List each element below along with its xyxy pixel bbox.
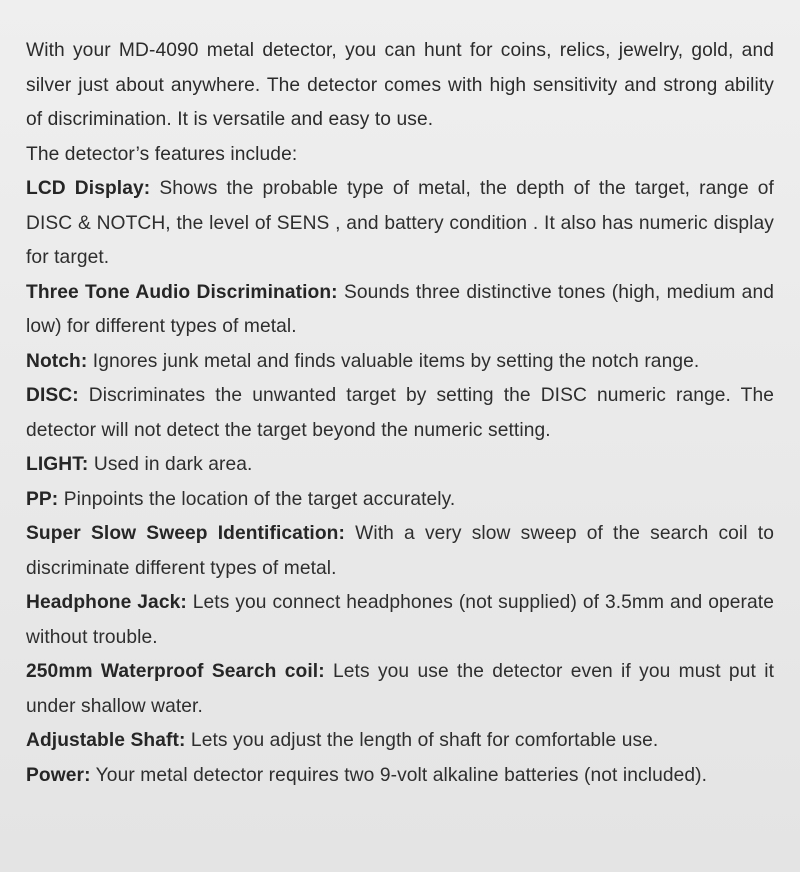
features-lead: The detector’s features include: [26, 143, 298, 165]
feature-term: 250mm Waterproof Search coil: [26, 661, 325, 682]
feature-power [26, 759, 774, 794]
feature-term: Super Slow Sweep Identification: [26, 523, 345, 544]
feature-term: Headphone Jack: [26, 592, 187, 613]
feature-super-slow-sweep [26, 517, 774, 586]
feature-desc: With a very slow sweep of the search coil to discriminate different types of metal. [26, 523, 774, 579]
feature-desc: Discriminates the unwanted target by setting the DISC numeric range. The detector will not detect the target beyond the numeric setting. [26, 385, 774, 441]
feature-lcd-display [26, 172, 774, 276]
feature-desc: Sounds three distinctive tones (high, medium and low) for different types of metal. [26, 281, 775, 337]
feature-adjustable-shaft [26, 724, 774, 759]
feature-term: Notch: [26, 350, 88, 372]
feature-desc: Lets you use the detector even if you must put it under shallow water. [26, 661, 774, 717]
feature-notch [26, 345, 774, 380]
feature-pp [26, 483, 774, 518]
feature-disc [26, 379, 774, 448]
feature-term: DISC: [26, 385, 79, 406]
feature-desc: Pinpoints the location of the target accurately. [63, 488, 456, 510]
feature-desc: Shows the probable type of metal, the depth of the target, range of DISC & NOTCH, the level of SENS , and battery condition . It also has numeric display for target. [26, 178, 774, 268]
feature-term: LIGHT: [26, 454, 89, 475]
feature-term: PP: [26, 488, 59, 510]
feature-desc: Ignores junk metal and finds valuable items by setting the notch range. [92, 350, 700, 372]
feature-waterproof-coil [26, 655, 774, 724]
feature-term: Three Tone Audio Discrimination: [26, 281, 338, 303]
intro-paragraph [26, 34, 774, 172]
feature-three-tone-audio [26, 276, 774, 345]
feature-desc: Lets you connect headphones (not supplied) of 3.5mm and operate without trouble. [26, 592, 774, 648]
feature-term: Power: [26, 764, 91, 786]
feature-term: LCD Display: [26, 178, 151, 199]
feature-desc: Used in dark area. [93, 454, 253, 475]
feature-headphone-jack [26, 586, 774, 655]
feature-desc: Your metal detector requires two 9-volt alkaline batteries (not included). [95, 764, 708, 786]
intro-text: With your MD-4090 metal detector, you can hunt for coins, relics, jewelry, gold, and silver just about anywhere. The detector comes with high sensitivity and strong ability of discrimination. It is versatile and easy to use. [26, 40, 774, 130]
feature-term: Adjustable Shaft: [26, 730, 186, 751]
feature-light [26, 448, 774, 483]
feature-desc: Lets you adjust the length of shaft for comfortable use. [190, 730, 659, 751]
